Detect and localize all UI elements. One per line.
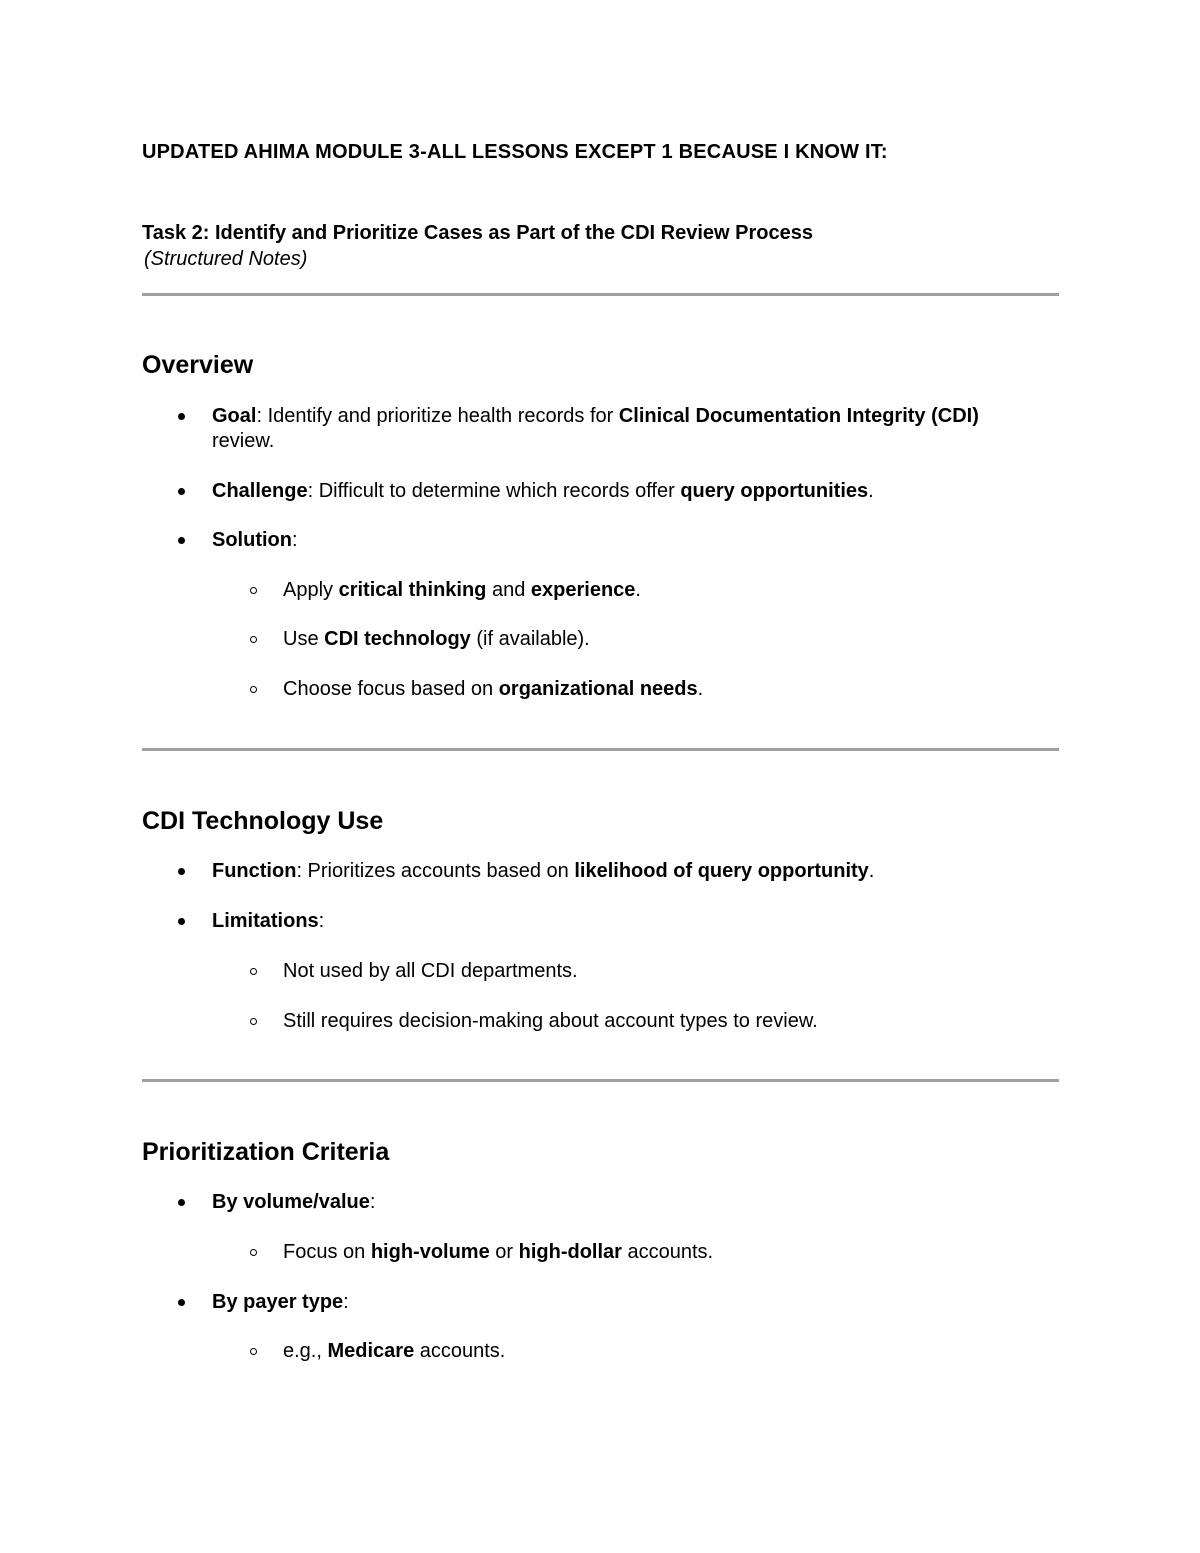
list-item-payer-type: By payer type: — [212, 1291, 349, 1313]
sub-item-high-volume: Focus on high-volume or high-dollar accounts. — [283, 1241, 714, 1263]
sub-item-cdi-technology: Use CDI technology (if available). — [283, 628, 590, 650]
list-item-challenge: Challenge: Difficult to determine which records offer query opportunities. — [212, 480, 874, 502]
list-item-goal: Goal: Identify and prioritize health records for Clinical Documentation Integrity (CDI) — [212, 405, 979, 427]
divider — [142, 1079, 1059, 1082]
bullet-icon — [178, 868, 185, 875]
circle-bullet-icon — [250, 587, 257, 594]
list-item-solution: Solution: — [212, 529, 298, 551]
circle-bullet-icon — [250, 968, 257, 975]
list-item-volume-value: By volume/value: — [212, 1191, 376, 1213]
section-heading-prioritization: Prioritization Criteria — [142, 1138, 390, 1166]
bullet-icon — [178, 1299, 185, 1306]
document-title: UPDATED AHIMA MODULE 3-ALL LESSONS EXCEPT 1 BECAUSE I KNOW IT: — [142, 141, 888, 163]
item-label: Goal — [212, 405, 257, 427]
task-subtitle: (Structured Notes) — [144, 248, 308, 270]
sub-item-decision-making: Still requires decision-making about account types to review. — [283, 1010, 818, 1032]
circle-bullet-icon — [250, 636, 257, 643]
divider — [142, 293, 1059, 296]
sub-item-organizational-needs: Choose focus based on organizational needs. — [283, 678, 704, 700]
circle-bullet-icon — [250, 1348, 257, 1355]
section-heading-overview: Overview — [142, 351, 254, 379]
sub-item-critical-thinking: Apply critical thinking and experience. — [283, 579, 641, 601]
bullet-icon — [178, 537, 185, 544]
bullet-icon — [178, 1199, 185, 1206]
list-item-limitations: Limitations: — [212, 910, 325, 932]
bullet-icon — [178, 413, 185, 420]
bullet-icon — [178, 918, 185, 925]
sub-item-not-used: Not used by all CDI departments. — [283, 960, 578, 982]
divider — [142, 748, 1059, 751]
bullet-icon — [178, 488, 185, 495]
task-title: Task 2: Identify and Prioritize Cases as Part of the CDI Review Process — [142, 222, 813, 244]
circle-bullet-icon — [250, 1018, 257, 1025]
list-item-goal-continued: review. — [212, 430, 275, 452]
circle-bullet-icon — [250, 686, 257, 693]
circle-bullet-icon — [250, 1249, 257, 1256]
section-heading-cdi-technology: CDI Technology Use — [142, 807, 384, 835]
list-item-function: Function: Prioritizes accounts based on likelihood of query opportunity. — [212, 860, 875, 882]
sub-item-medicare: e.g., Medicare accounts. — [283, 1340, 506, 1362]
